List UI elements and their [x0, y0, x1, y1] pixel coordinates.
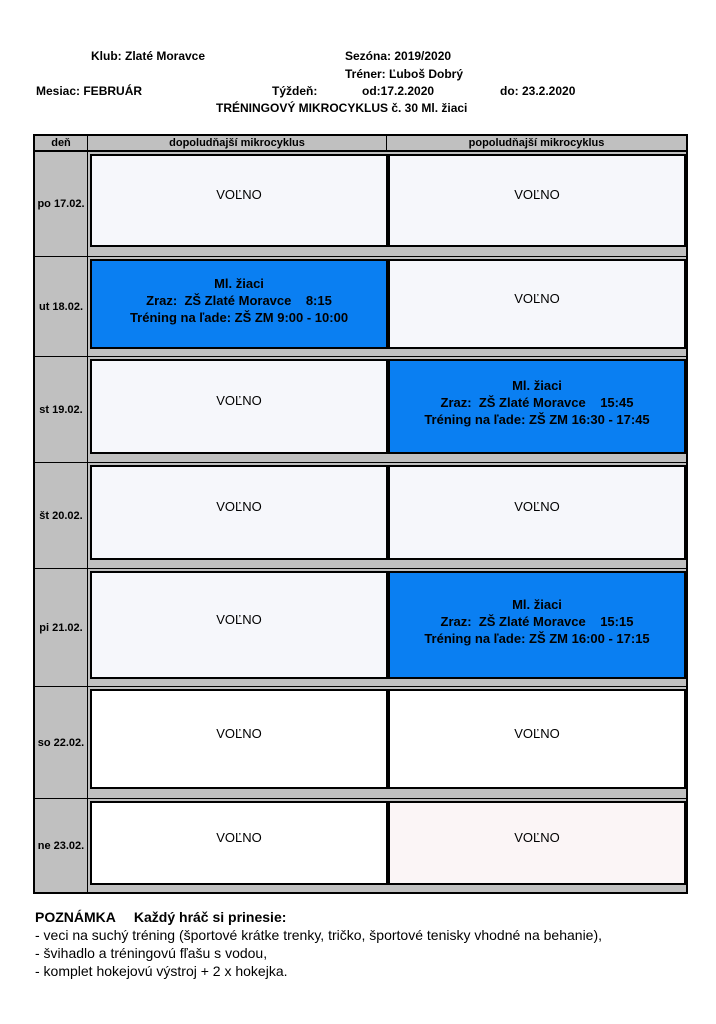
cell-text: VOĽNO [216, 187, 262, 202]
cell-text: VOĽNO [216, 725, 262, 741]
note-item: - švihadlo a tréningovú fľašu s vodou, [35, 945, 268, 961]
note-item: - komplet hokejovú výstroj + 2 x hokejka. [35, 963, 288, 979]
cell-text: Ml. žiaci Zraz: ZŠ Zlaté Moravce 8:15 Tréning na ľade: ZŠ ZM 9:00 - 10:00 [129, 275, 349, 325]
column-header-morning: dopoludňajší mikrocyklus [88, 136, 387, 151]
table-row [35, 686, 686, 798]
day-cell: pi 21.02. [35, 569, 88, 686]
column-header-day: deň [35, 136, 88, 151]
month: Mesiac: FEBRUÁR [36, 84, 143, 98]
cell-text: VOĽNO [514, 829, 560, 845]
morning-cell [90, 689, 388, 789]
table-row [35, 462, 686, 568]
cell-text: Ml. žiaci Zraz: ZŠ Zlaté Moravce 15:45 Tréning na ľade: ZŠ ZM 16:30 - 17:45 [424, 378, 650, 427]
day-cell: st 19.02. [35, 357, 88, 462]
week-end: do: 23.2.2020 [500, 84, 576, 98]
cell-text: VOĽNO [216, 499, 262, 514]
week-label: Týždeň: [272, 84, 318, 98]
afternoon-cell [388, 359, 686, 454]
cell-text: VOĽNO [514, 725, 560, 741]
cell-text: VOĽNO [216, 393, 262, 408]
column-header-afternoon: popoludňajší mikrocyklus [387, 136, 686, 151]
day-cell: so 22.02. [35, 687, 88, 798]
morning-cell [90, 259, 388, 349]
afternoon-cell [388, 154, 686, 247]
table-row [35, 151, 686, 256]
note-section [35, 908, 602, 980]
afternoon-cell [388, 689, 686, 789]
cell-text: VOĽNO [514, 187, 560, 202]
cell-text: VOĽNO [216, 611, 262, 627]
afternoon-cell [388, 571, 686, 679]
morning-cell [90, 359, 388, 454]
morning-cell [90, 154, 388, 247]
cell-text: VOĽNO [514, 290, 560, 306]
club-name: Klub: Zlaté Moravce [91, 49, 206, 63]
table-row [35, 798, 686, 892]
afternoon-cell [388, 465, 686, 560]
schedule-table [33, 134, 688, 894]
table-row [35, 568, 686, 686]
season: Sezóna: 2019/2020 [345, 49, 452, 63]
day-cell: ut 18.02. [35, 257, 88, 356]
morning-cell [90, 465, 388, 560]
afternoon-cell [388, 259, 686, 349]
table-row [35, 256, 686, 356]
table-row [35, 356, 686, 462]
note-heading-line [35, 908, 602, 926]
morning-cell [90, 801, 388, 885]
page-title: TRÉNINGOVÝ MIKROCYKLUS č. 30 Ml. žiaci [216, 101, 468, 115]
cell-text: Ml. žiaci Zraz: ZŠ Zlaté Moravce 15:15 Tréning na ľade: ZŠ ZM 16:00 - 17:15 [424, 596, 650, 646]
cell-text: VOĽNO [514, 499, 560, 514]
note-intro: Každý hráč si prinesie: [133, 909, 287, 925]
note-item: - veci na suchý tréning (športové krátke trenky, tričko, športové tenisky vhodné na behanie), [35, 927, 603, 943]
afternoon-cell [388, 801, 686, 885]
week-start: od:17.2.2020 [362, 84, 435, 98]
day-cell: po 17.02. [35, 152, 88, 256]
morning-cell [90, 571, 388, 679]
cell-text: VOĽNO [216, 829, 262, 845]
note-heading: POZNÁMKA [35, 909, 116, 925]
coach: Tréner: Ľuboš Dobrý [345, 67, 464, 81]
day-cell: št 20.02. [35, 463, 88, 568]
day-cell: ne 23.02. [35, 799, 88, 892]
